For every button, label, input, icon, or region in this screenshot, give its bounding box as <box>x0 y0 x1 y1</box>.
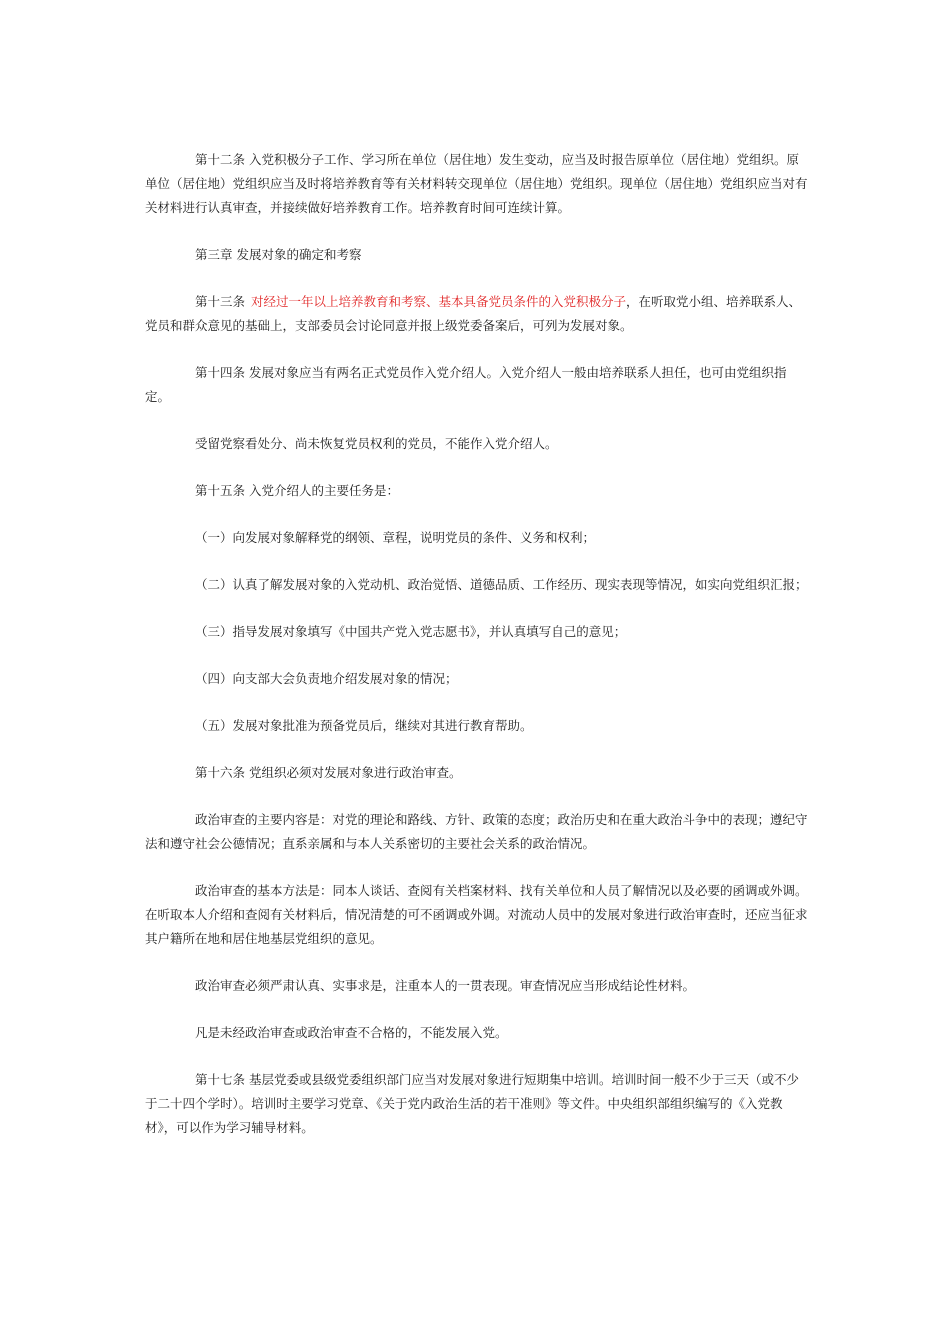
article-15-item-1: （一）向发展对象解释党的纲领、章程，说明党员的条件、义务和权利； <box>195 530 596 545</box>
article-13-highlight: 对经过一年以上培养教育和考察、基本具备党员条件的入党积极分子 <box>251 294 627 309</box>
article-16-method: 政治审查的基本方法是：同本人谈话、查阅有关档案材料、找有关单位和人员了解情况以及必要的函调或外调。在听取本人介绍和查阅有关材料后，情况清楚的可不函调或外调。对流动人员中的发展对象进行政治审查时，还应当征求其户籍所在地和居住地基层党组织的意见。 <box>145 883 808 946</box>
article-16-content: 政治审查的主要内容是：对党的理论和路线、方针、政策的态度；政治历史和在重大政治斗争中的表现；遵纪守法和遵守社会公德情况；直系亲属和与本人关系密切的主要社会关系的政治情况。 <box>145 812 808 851</box>
article-15-item-2: （二）认真了解发展对象的入党动机、政治觉悟、道德品质、工作经历、现实表现等情况，如实向党组织汇报； <box>195 577 808 592</box>
article-17-paragraph: 第十七条 基层党委或县级党委组织部门应当对发展对象进行短期集中培训。培训时间一般不少于三天（或不少于二十四个学时）。培训时主要学习党章、《关于党内政治生活的若干准则》等文件。中央组织部组织编写的《入党教材》，可以作为学习辅导材料。 <box>145 1072 799 1135</box>
article-16-requirement: 政治审查必须严肃认真、实事求是，注重本人的一贯表现。审查情况应当形成结论性材料。 <box>195 978 696 993</box>
article-16-rule: 凡是未经政治审查或政治审查不合格的，不能发展入党。 <box>195 1025 508 1040</box>
article-13-label: 第十三条 <box>195 294 246 309</box>
article-13-rest: ，在听取党小组、培养联系人、党员和群众意见的基础上，支部委员会讨论同意并报上级党委备案后，可列为发展对象。 <box>145 294 802 333</box>
article-16-paragraph: 第十六条 党组织必须对发展对象进行政治审查。 <box>195 765 462 780</box>
article-15-item-3: （三）指导发展对象填写《中国共产党入党志愿书》，并认真填写自己的意见； <box>195 624 627 639</box>
article-13-paragraph <box>145 290 810 338</box>
article-12-paragraph: 第十二条 入党积极分子工作、学习所在单位（居住地）发生变动，应当及时报告原单位（居住地）党组织。原单位（居住地）党组织应当及时将培养教育等有关材料转交现单位（居住地）党组织。现单位（居住地）党组织应当对有关材料进行认真审查，并接续做好培养教育工作。培养教育时间可连续计算。 <box>145 152 808 215</box>
article-14-clause: 受留党察看处分、尚未恢复党员权利的党员，不能作入党介绍人。 <box>195 436 558 451</box>
article-15-paragraph: 第十五条 入党介绍人的主要任务是： <box>195 483 399 498</box>
document-body <box>145 148 810 1163</box>
article-14-paragraph: 第十四条 发展对象应当有两名正式党员作入党介绍人。入党介绍人一般由培养联系人担任，也可由党组织指定。 <box>145 365 787 404</box>
article-15-item-5: （五）发展对象批准为预备党员后，继续对其进行教育帮助。 <box>195 718 533 733</box>
article-15-item-4: （四）向支部大会负责地介绍发展对象的情况； <box>195 671 458 686</box>
chapter-3-heading: 第三章 发展对象的确定和考察 <box>195 247 362 262</box>
